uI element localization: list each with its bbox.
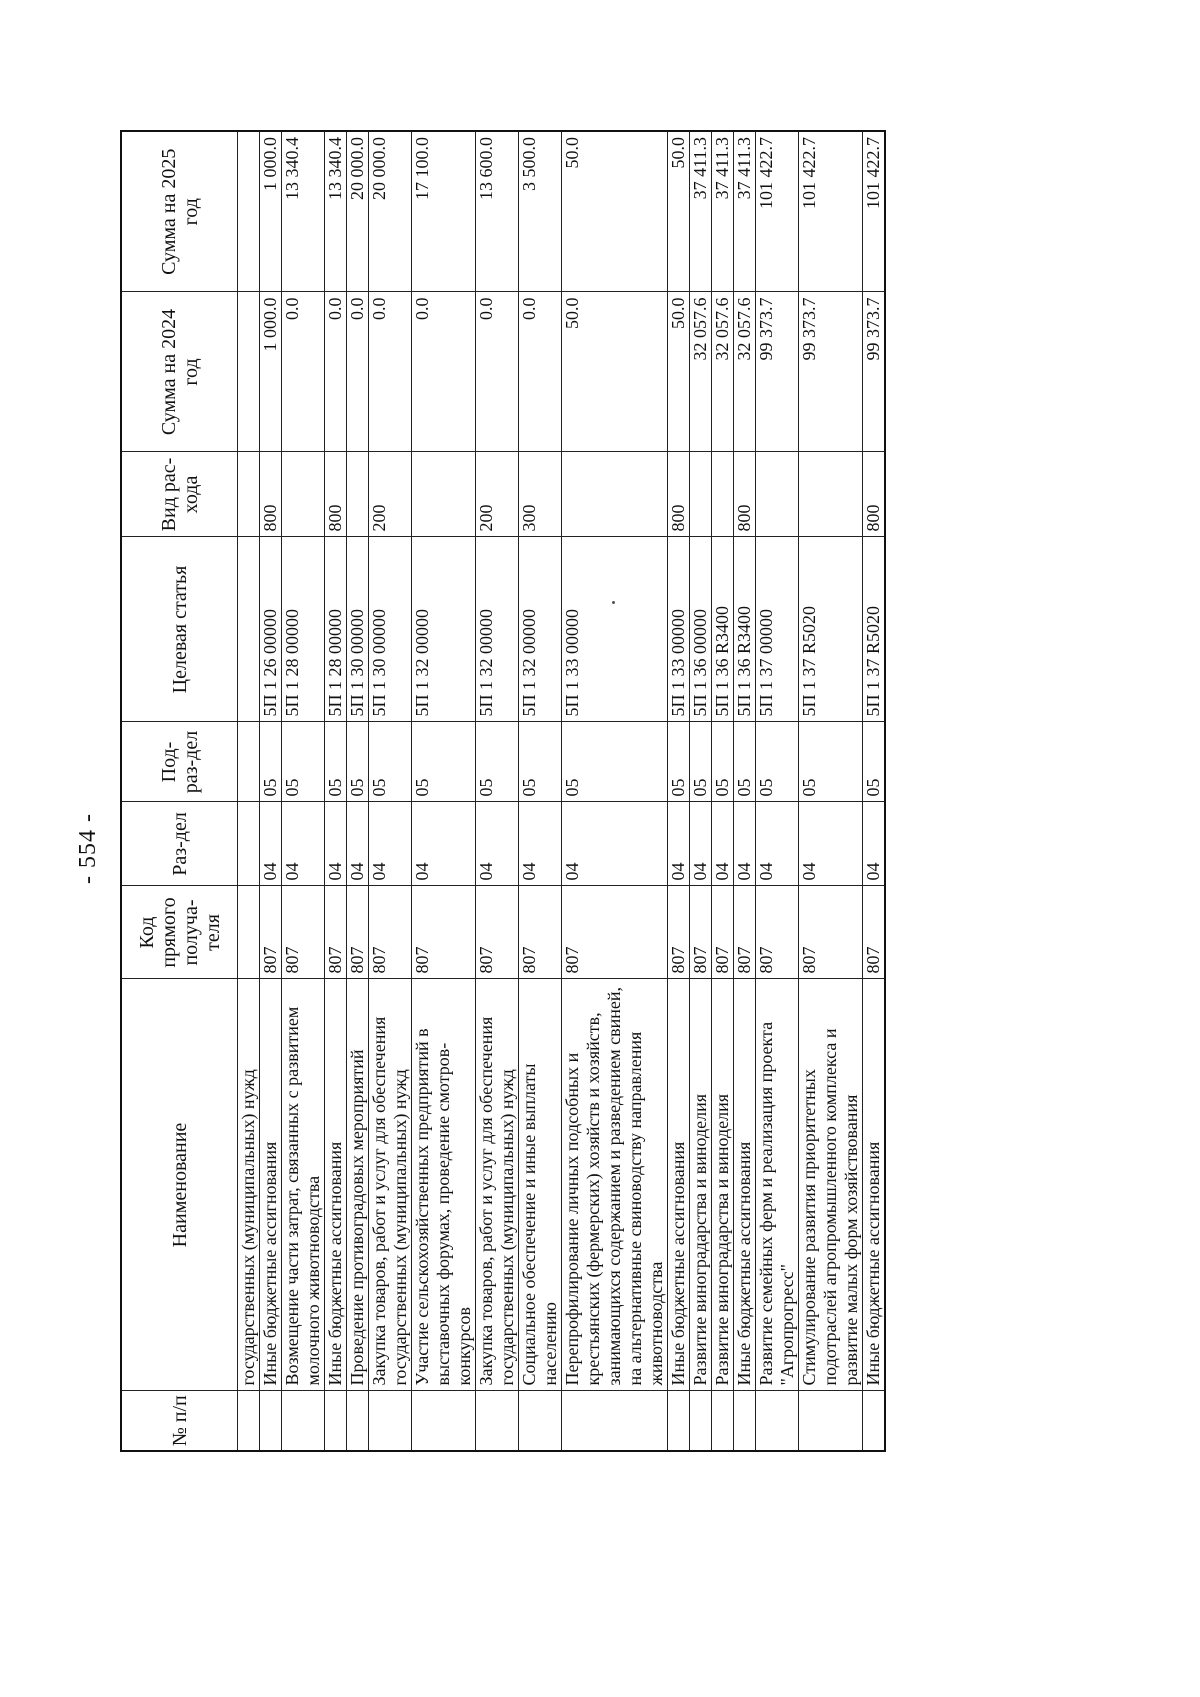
- cell-recipient: 807: [476, 886, 519, 979]
- cell-sum2024: 1 000.0: [260, 292, 282, 452]
- cell-sum2024: 99 373.7: [863, 292, 886, 452]
- col-header-expense: Вид рас-хода: [121, 452, 238, 537]
- cell-name: Социальное обеспечение и иные выплаты населению: [519, 979, 562, 1391]
- cell-sum2025: 37 411.3: [734, 131, 756, 292]
- cell-expense: 800: [668, 452, 690, 537]
- cell-num: [863, 1391, 886, 1451]
- cell-name: Иные бюджетные ассигнования: [863, 979, 886, 1391]
- cell-section: 04: [519, 802, 562, 886]
- table-row: [734, 131, 756, 1451]
- cell-section: 04: [734, 802, 756, 886]
- cell-name: Иные бюджетные ассигнования: [325, 979, 347, 1391]
- cell-sum2024: 0.0: [519, 292, 562, 452]
- cell-section: 04: [347, 802, 369, 886]
- cell-recipient: 807: [734, 886, 756, 979]
- cell-subsection: 05: [325, 722, 347, 802]
- cell-target: 5П 1 36 00000: [690, 537, 712, 722]
- col-header-sum2025: Сумма на 2025 год: [121, 131, 238, 292]
- cell-recipient: 807: [347, 886, 369, 979]
- cell-subsection: [238, 722, 260, 802]
- cell-target: [238, 537, 260, 722]
- cell-subsection: 05: [690, 722, 712, 802]
- cell-expense: [347, 452, 369, 537]
- cell-expense: [412, 452, 476, 537]
- table-row: [519, 131, 562, 1451]
- cell-sum2025: 101 422.7: [799, 131, 863, 292]
- cell-sum2024: 50.0: [562, 292, 668, 452]
- cell-recipient: 807: [519, 886, 562, 979]
- cell-sum2024: 0.0: [325, 292, 347, 452]
- cell-sum2025: 3 500.0: [519, 131, 562, 292]
- page-number: - 554 -: [75, 813, 101, 884]
- cell-num: [412, 1391, 476, 1451]
- cell-subsection: 05: [712, 722, 734, 802]
- table-row: [562, 131, 668, 1451]
- cell-sum2024: 32 057.6: [734, 292, 756, 452]
- cell-recipient: 807: [799, 886, 863, 979]
- table-row: [260, 131, 282, 1451]
- cell-target: 5П 1 32 00000: [519, 537, 562, 722]
- cell-sum2024: 0.0: [369, 292, 412, 452]
- cell-target: 5П 1 33 00000: [668, 537, 690, 722]
- cell-name: государственных (муниципальных) нужд: [238, 979, 260, 1391]
- cell-sum2025: 20 000.0: [347, 131, 369, 292]
- cell-expense: 800: [260, 452, 282, 537]
- cell-num: [519, 1391, 562, 1451]
- cell-target: 5П 1 32 00000: [412, 537, 476, 722]
- cell-section: 04: [369, 802, 412, 886]
- col-header-recipient: Код прямого получа-теля: [121, 886, 238, 979]
- table-row: [690, 131, 712, 1451]
- cell-subsection: 05: [347, 722, 369, 802]
- cell-section: 04: [668, 802, 690, 886]
- cell-target: 5П 1 36 R3400: [734, 537, 756, 722]
- cell-name: Перепрофилирование личных подсобных и крестьянских (фермерских) хозяйств и хозяйств, занимающихся содержанием и разведением свиней, на альтернативные свиноводству направления животноводства: [562, 979, 668, 1391]
- cell-sum2024: 0.0: [412, 292, 476, 452]
- cell-sum2025: 13 340.4: [325, 131, 347, 292]
- cell-subsection: 05: [799, 722, 863, 802]
- cell-sum2025: [238, 131, 260, 292]
- cell-target: 5П 1 28 00000: [282, 537, 325, 722]
- cell-target: 5П 1 30 00000: [347, 537, 369, 722]
- cell-recipient: 807: [260, 886, 282, 979]
- cell-name: Иные бюджетные ассигнования: [734, 979, 756, 1391]
- cell-name: Закупка товаров, работ и услуг для обеспечения государственных (муниципальных) нужд: [476, 979, 519, 1391]
- cell-sum2025: 20 000.0: [369, 131, 412, 292]
- cell-subsection: 05: [476, 722, 519, 802]
- cell-num: [562, 1391, 668, 1451]
- cell-section: 04: [562, 802, 668, 886]
- cell-target: 5П 1 37 00000: [756, 537, 799, 722]
- cell-name: Иные бюджетные ассигнования: [668, 979, 690, 1391]
- cell-target: 5П 1 32 00000: [476, 537, 519, 722]
- cell-recipient: 807: [756, 886, 799, 979]
- cell-recipient: 807: [325, 886, 347, 979]
- col-header-section: Раз-дел: [121, 802, 238, 886]
- cell-sum2024: 99 373.7: [756, 292, 799, 452]
- cell-target: 5П 1 36 R3400: [712, 537, 734, 722]
- cell-subsection: 05: [863, 722, 886, 802]
- cell-expense: [756, 452, 799, 537]
- cell-name: Стимулирование развития приоритетных подотраслей агропромышленного комплекса и развитие малых форм хозяйствования: [799, 979, 863, 1391]
- cell-subsection: 05: [756, 722, 799, 802]
- cell-sum2024: 99 373.7: [799, 292, 863, 452]
- cell-num: [325, 1391, 347, 1451]
- budget-table: [120, 130, 886, 1452]
- cell-recipient: [238, 886, 260, 979]
- cell-subsection: 05: [734, 722, 756, 802]
- table-row: [799, 131, 863, 1451]
- cell-name: Проведение противоградовых мероприятий: [347, 979, 369, 1391]
- cell-name: Закупка товаров, работ и услуг для обеспечения государственных (муниципальных) нужд: [369, 979, 412, 1391]
- cell-sum2025: 1 000.0: [260, 131, 282, 292]
- cell-num: [734, 1391, 756, 1451]
- cell-target: 5П 1 30 00000: [369, 537, 412, 722]
- cell-target: 5П 1 37 R5020: [863, 537, 886, 722]
- cell-subsection: 05: [412, 722, 476, 802]
- cell-section: 04: [412, 802, 476, 886]
- cell-num: [347, 1391, 369, 1451]
- cell-recipient: 807: [369, 886, 412, 979]
- cell-expense: [690, 452, 712, 537]
- cell-expense: [238, 452, 260, 537]
- col-header-subsection: Под-раз-дел: [121, 722, 238, 802]
- cell-sum2025: 13 600.0: [476, 131, 519, 292]
- cell-sum2025: 13 340.4: [282, 131, 325, 292]
- table-row: [282, 131, 325, 1451]
- cell-num: [668, 1391, 690, 1451]
- cell-subsection: 05: [282, 722, 325, 802]
- cell-name: Возмещение части затрат, связанных с развитием молочного животноводства: [282, 979, 325, 1391]
- col-header-num: № п/п: [121, 1391, 238, 1451]
- cell-recipient: 807: [282, 886, 325, 979]
- cell-sum2024: 0.0: [476, 292, 519, 452]
- cell-num: [476, 1391, 519, 1451]
- cell-num: [369, 1391, 412, 1451]
- cell-expense: [562, 452, 668, 537]
- cell-recipient: 807: [562, 886, 668, 979]
- cell-section: 04: [325, 802, 347, 886]
- cell-num: [690, 1391, 712, 1451]
- cell-expense: 200: [476, 452, 519, 537]
- cell-expense: [799, 452, 863, 537]
- cell-expense: 800: [863, 452, 886, 537]
- cell-num: [712, 1391, 734, 1451]
- cell-section: 04: [282, 802, 325, 886]
- table-row: [238, 131, 260, 1451]
- cell-name: Развитие виноградарства и виноделия: [712, 979, 734, 1391]
- cell-name: Развитие виноградарства и виноделия: [690, 979, 712, 1391]
- cell-sum2025: 101 422.7: [863, 131, 886, 292]
- cell-expense: 800: [734, 452, 756, 537]
- table-row: [476, 131, 519, 1451]
- cell-target: 5П 1 37 R5020: [799, 537, 863, 722]
- cell-subsection: 05: [668, 722, 690, 802]
- table-row: [668, 131, 690, 1451]
- cell-recipient: 807: [863, 886, 886, 979]
- cell-expense: [712, 452, 734, 537]
- cell-target: 5П 1 26 00000: [260, 537, 282, 722]
- cell-expense: 200: [369, 452, 412, 537]
- cell-recipient: 807: [412, 886, 476, 979]
- cell-subsection: 05: [369, 722, 412, 802]
- col-header-name: Наименование: [121, 979, 238, 1391]
- cell-sum2024: 0.0: [347, 292, 369, 452]
- table-row: [712, 131, 734, 1451]
- table-row: [369, 131, 412, 1451]
- cell-name: Участие сельскохозяйственных предприятий в выставочных форумах, проведение смотров-конкурсов: [412, 979, 476, 1391]
- table-row: [347, 131, 369, 1451]
- cell-section: 04: [476, 802, 519, 886]
- cell-num: [282, 1391, 325, 1451]
- cell-subsection: 05: [519, 722, 562, 802]
- cell-section: 04: [863, 802, 886, 886]
- cell-target: 5П 1 33 00000: [562, 537, 668, 722]
- cell-name: Иные бюджетные ассигнования: [260, 979, 282, 1391]
- cell-section: 04: [260, 802, 282, 886]
- cell-sum2025: 17 100.0: [412, 131, 476, 292]
- cell-sum2024: [238, 292, 260, 452]
- table-header-row: [121, 131, 238, 1451]
- cell-target: 5П 1 28 00000: [325, 537, 347, 722]
- cell-sum2025: 37 411.3: [690, 131, 712, 292]
- cell-section: 04: [756, 802, 799, 886]
- table-row: [412, 131, 476, 1451]
- cell-expense: [282, 452, 325, 537]
- table-row: [325, 131, 347, 1451]
- cell-section: 04: [712, 802, 734, 886]
- cell-num: [260, 1391, 282, 1451]
- cell-sum2024: 0.0: [282, 292, 325, 452]
- cell-name: Развитие семейных ферм и реализация проекта "Агропрогресс": [756, 979, 799, 1391]
- cell-section: 04: [690, 802, 712, 886]
- col-header-sum2024: Сумма на 2024 год: [121, 292, 238, 452]
- cell-sum2025: 37 411.3: [712, 131, 734, 292]
- cell-sum2024: 50.0: [668, 292, 690, 452]
- cell-recipient: 807: [690, 886, 712, 979]
- table-row: [756, 131, 799, 1451]
- cell-sum2025: 50.0: [562, 131, 668, 292]
- cell-section: 04: [799, 802, 863, 886]
- cell-subsection: 05: [260, 722, 282, 802]
- cell-recipient: 807: [712, 886, 734, 979]
- table-row: [863, 131, 886, 1451]
- cell-sum2024: 32 057.6: [690, 292, 712, 452]
- cell-recipient: 807: [668, 886, 690, 979]
- cell-sum2025: 50.0: [668, 131, 690, 292]
- cell-num: [756, 1391, 799, 1451]
- cell-num: [799, 1391, 863, 1451]
- col-header-target: Целевая статья: [121, 537, 238, 722]
- cell-sum2025: 101 422.7: [756, 131, 799, 292]
- cell-subsection: 05: [562, 722, 668, 802]
- cell-expense: 800: [325, 452, 347, 537]
- cell-expense: 300: [519, 452, 562, 537]
- cell-num: [238, 1391, 260, 1451]
- cell-sum2024: 32 057.6: [712, 292, 734, 452]
- cell-section: [238, 802, 260, 886]
